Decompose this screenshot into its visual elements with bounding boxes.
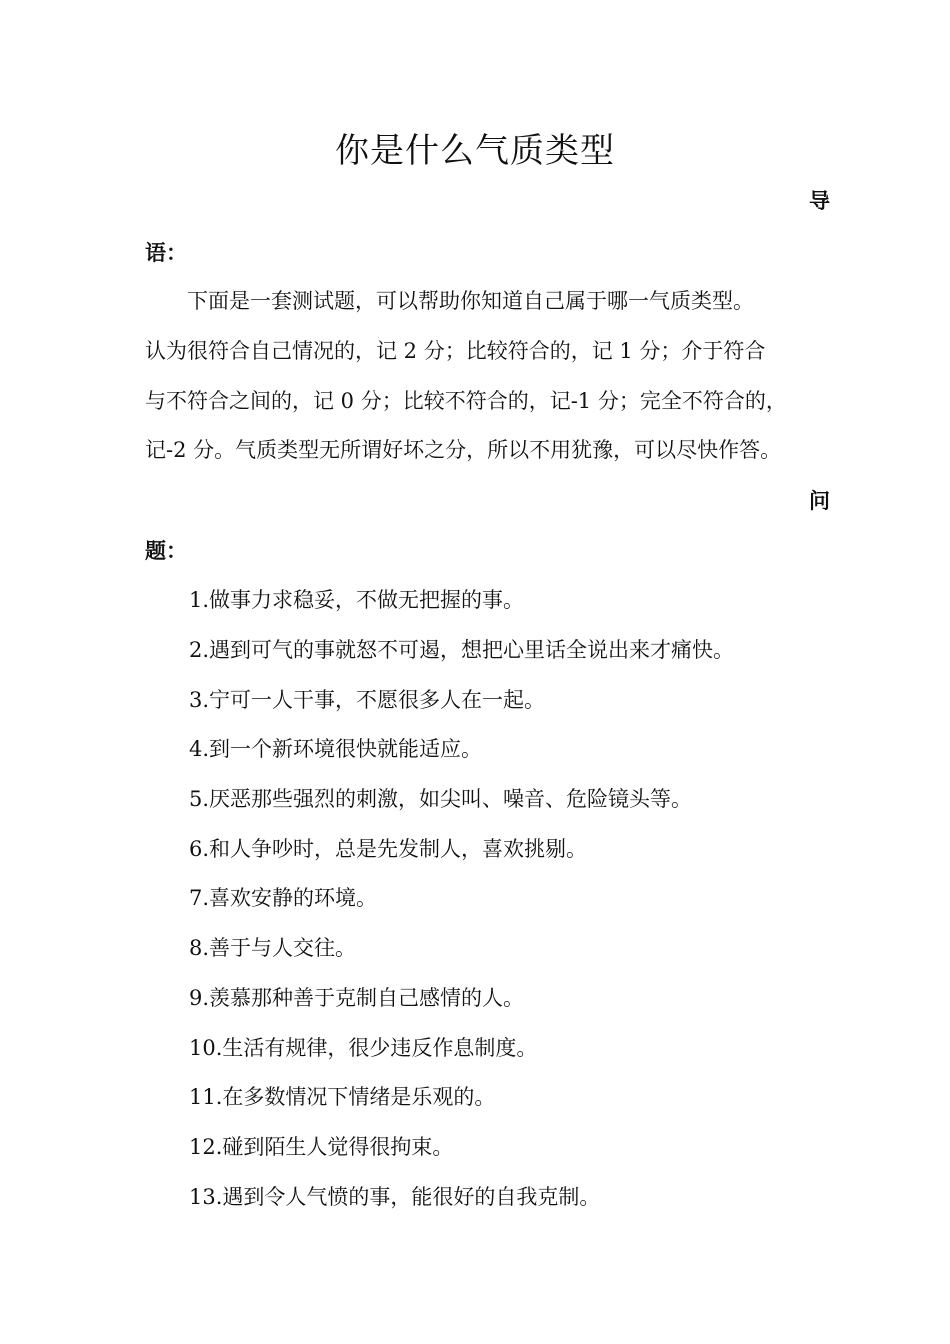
intro-heading-rest: 语： <box>145 241 187 265</box>
question-item: 12.碰到陌生人觉得很拘束。 <box>189 1135 454 1159</box>
question-item: 6.和人争吵时，总是先发制人，喜欢挑剔。 <box>189 837 588 861</box>
questions-heading-first-char: 问 <box>809 489 830 513</box>
intro-line-4: 记-2 分。气质类型无所谓好坏之分，所以不用犹豫，可以尽快作答。 <box>145 438 782 462</box>
question-item: 2.遇到可气的事就怒不可遏，想把心里话全说出来才痛快。 <box>189 638 735 662</box>
question-item: 3.宁可一人干事，不愿很多人在一起。 <box>189 688 546 712</box>
page-title: 你是什么气质类型 <box>335 131 615 171</box>
question-item: 1.做事力求稳妥，不做无把握的事。 <box>189 588 525 612</box>
intro-line-3: 与不符合之间的，记 0 分；比较不符合的，记-1 分；完全不符合的， <box>145 389 787 413</box>
question-item: 13.遇到令人气愤的事，能很好的自我克制。 <box>189 1185 601 1209</box>
question-item: 7.喜欢安静的环境。 <box>189 886 378 910</box>
question-item: 5.厌恶那些强烈的刺激，如尖叫、噪音、危险镜头等。 <box>189 787 693 811</box>
question-item: 10.生活有规律，很少违反作息制度。 <box>189 1036 538 1060</box>
intro-heading-first-char: 导 <box>809 189 830 213</box>
question-item: 8.善于与人交往。 <box>189 936 357 960</box>
intro-line-1: 下面是一套测试题，可以帮助你知道自己属于哪一气质类型。 <box>145 289 754 313</box>
question-item: 4.到一个新环境很快就能适应。 <box>189 737 483 761</box>
intro-line-2: 认为很符合自己情况的，记 2 分；比较符合的，记 1 分；介于符合 <box>145 339 766 363</box>
question-item: 9.羡慕那种善于克制自己感情的人。 <box>189 986 525 1010</box>
question-item: 11.在多数情况下情绪是乐观的。 <box>189 1085 496 1109</box>
questions-heading-rest: 题： <box>145 539 187 563</box>
